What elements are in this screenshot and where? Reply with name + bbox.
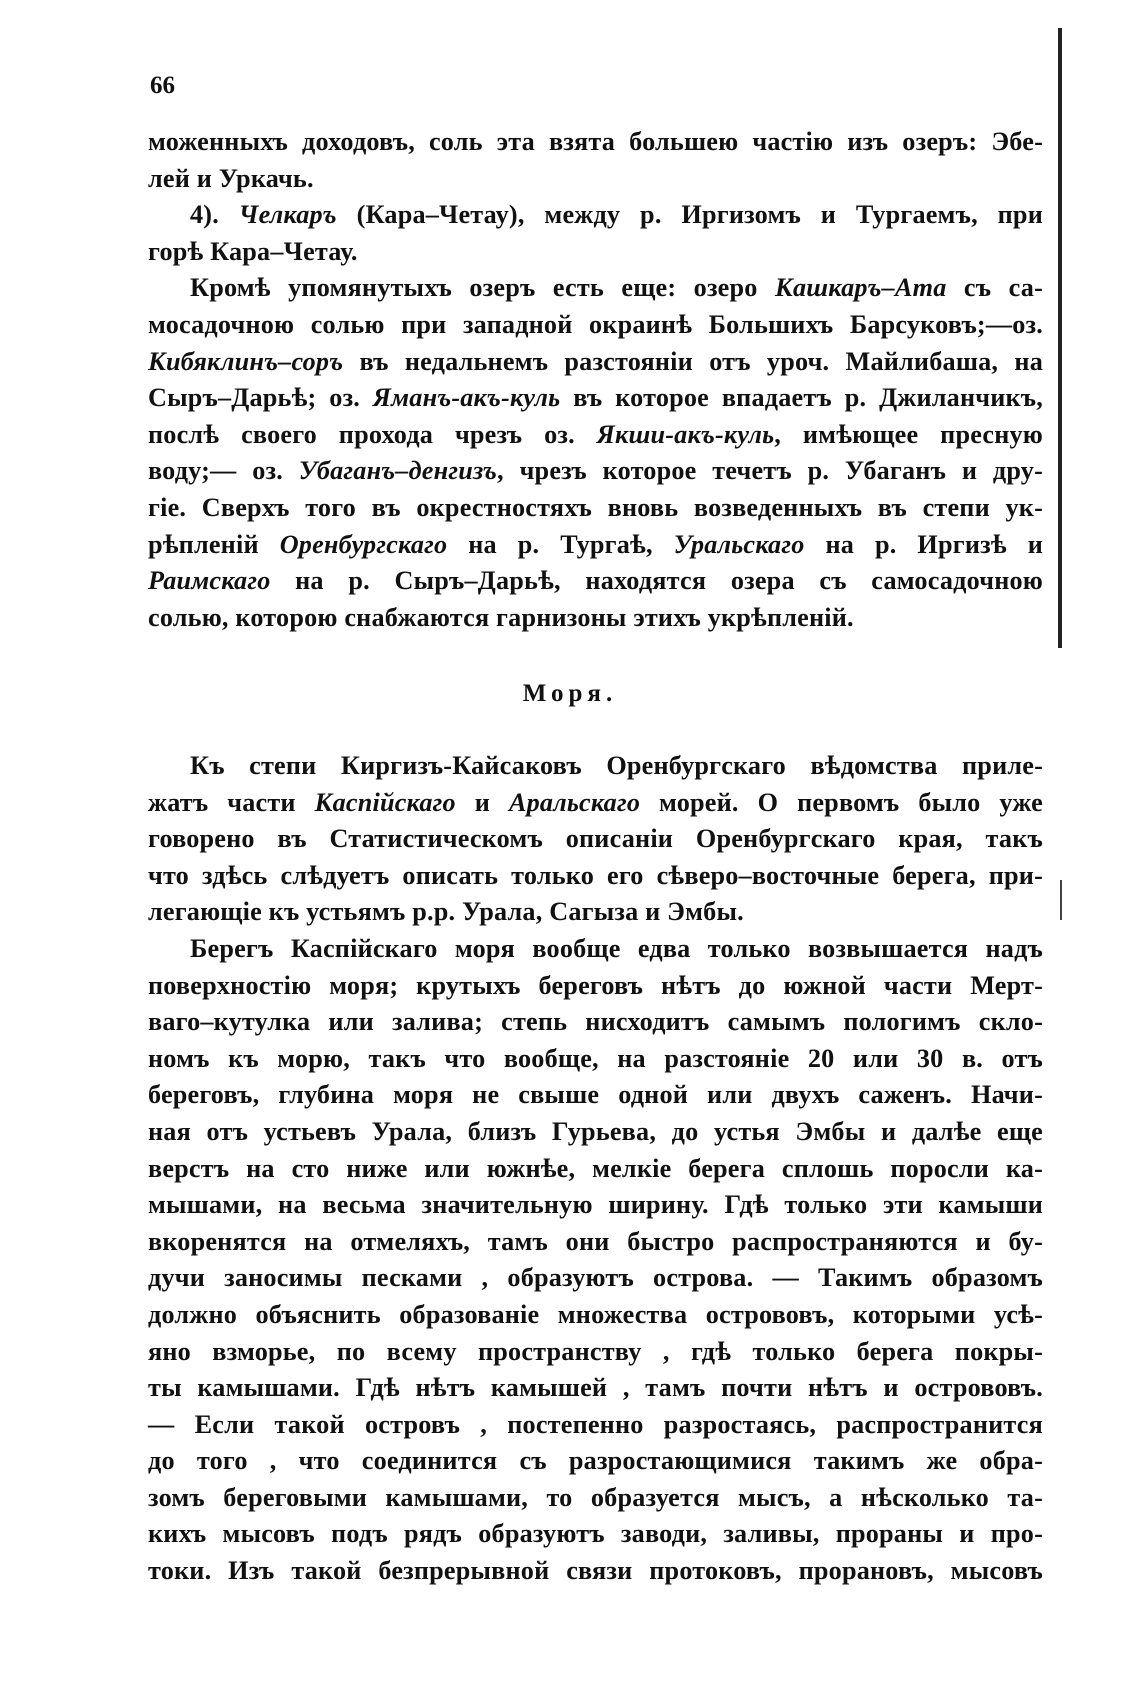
text-line bbox=[148, 270, 1043, 307]
text-line bbox=[148, 600, 1043, 637]
text-line bbox=[148, 124, 1043, 161]
text-line bbox=[148, 1151, 1043, 1188]
italic-place-name: Каспійскаго bbox=[314, 787, 456, 817]
text-run: ты камышами. Гдѣ нѣтъ камышей , тамъ почти нѣтъ и острововъ. bbox=[148, 1373, 1043, 1403]
text-line bbox=[148, 344, 1043, 381]
text-run: зомъ береговыми камышами, то образуется мысъ, а нѣсколько та- bbox=[148, 1482, 1043, 1512]
text-run: говорено въ Статистическомъ описаніи Оренбургскаго края, такъ bbox=[148, 824, 1043, 854]
text-run: ваго–кутулка или залива; степь нисходитъ самымъ пологимъ скло- bbox=[148, 1007, 1043, 1037]
text-run: дучи заносимы песками , образуютъ острова. — Такимъ образомъ bbox=[148, 1263, 1043, 1293]
text-line bbox=[148, 563, 1043, 600]
text-line bbox=[148, 931, 1043, 968]
text-line bbox=[148, 968, 1043, 1005]
text-run: 4). bbox=[190, 200, 239, 230]
text-run: береговъ, глубина моря не свыше одной или двухъ саженъ. Начи- bbox=[148, 1080, 1043, 1110]
text-line bbox=[148, 234, 1043, 271]
text-run: лей и Уркачь. bbox=[148, 163, 314, 193]
text-line bbox=[148, 1260, 1043, 1297]
section-heading: Моря. bbox=[522, 680, 618, 707]
text-run: Берегъ Каспійскаго моря вообще едва только возвышается надъ bbox=[190, 933, 1043, 963]
italic-place-name: Якши-акъ-куль bbox=[596, 419, 775, 449]
text-line bbox=[148, 1443, 1043, 1480]
text-run: на р. Тургаѣ, bbox=[447, 529, 674, 559]
text-line bbox=[148, 1334, 1043, 1371]
text-line bbox=[148, 1370, 1043, 1407]
text-line bbox=[148, 821, 1043, 858]
text-run: — Если такой островъ , постепенно разростаясь, распространится bbox=[148, 1409, 1043, 1439]
text-run: Сыръ–Дарьѣ; оз. bbox=[148, 383, 373, 413]
text-run: токи. Изъ такой безпрерывной связи протоковъ, прорановъ, мысовъ bbox=[148, 1556, 1043, 1586]
text-run: поверхностію моря; крутыхъ береговъ нѣтъ до южной части Мерт- bbox=[148, 970, 1043, 1000]
text-run: что здѣсь слѣдуетъ описать только его сѣверо–восточные берега, при- bbox=[148, 860, 1043, 890]
text-line bbox=[148, 380, 1043, 417]
text-line bbox=[148, 1004, 1043, 1041]
text-run: на р. Сыръ–Дарьѣ, находятся озера съ самосадочною bbox=[270, 566, 1043, 596]
text-run: яно взморье, по всему пространству , гдѣ только берега покры- bbox=[148, 1336, 1043, 1366]
text-run: вкоренятся на отмеляхъ, тамъ они быстро распространяются и бу- bbox=[148, 1226, 1043, 1256]
text-run: мышами, на весьма значительную ширину. Гдѣ только эти камыши bbox=[148, 1190, 1043, 1220]
text-run: на р. Иргизѣ и bbox=[804, 529, 1043, 559]
text-line bbox=[148, 1041, 1043, 1078]
text-run: жатъ части bbox=[148, 787, 315, 817]
text-block-seas bbox=[148, 748, 1043, 1590]
text-run: гіе. Сверхъ того въ окрестностяхъ вновь возведенныхъ въ степи ук- bbox=[148, 492, 1043, 522]
text-run: въ которое впадаетъ р. Джиланчикъ, bbox=[560, 383, 1044, 413]
text-line bbox=[148, 307, 1043, 344]
text-run: послѣ своего прохода чрезъ оз. bbox=[148, 419, 597, 449]
text-run: верстъ на сто ниже или южнѣе, мелкіе берега сплошь поросли ка- bbox=[148, 1153, 1043, 1183]
text-line bbox=[148, 894, 1043, 931]
text-run: (Кара–Четау), между р. Иргизомъ и Тургаемъ, при bbox=[336, 200, 1043, 230]
text-line bbox=[148, 1407, 1043, 1444]
italic-place-name: Уральскаго bbox=[673, 529, 805, 559]
text-run: до того , что соединится съ разростающимися такимъ же обра- bbox=[148, 1446, 1043, 1476]
italic-place-name: Убаганъ–денгизъ bbox=[298, 456, 498, 486]
text-run: съ са- bbox=[946, 273, 1043, 303]
text-run: , имѣющее пресную bbox=[774, 419, 1043, 449]
text-line bbox=[148, 417, 1043, 454]
text-line bbox=[148, 1187, 1043, 1224]
italic-place-name: Кашкаръ–Ата bbox=[775, 273, 947, 303]
text-run: и bbox=[455, 787, 509, 817]
text-line bbox=[148, 197, 1043, 234]
text-run: горѣ Кара–Четау. bbox=[148, 236, 358, 266]
page-number: 66 bbox=[150, 72, 175, 99]
text-line bbox=[148, 453, 1043, 490]
italic-place-name: Раимскаго bbox=[148, 566, 271, 596]
text-run: должно объяснить образованіе множества острововъ, которыми усѣ- bbox=[148, 1299, 1043, 1329]
text-run: Къ степи Киргизъ-Кайсаковъ Оренбургскаго вѣдомства приле- bbox=[190, 751, 1043, 780]
text-line bbox=[148, 161, 1043, 198]
text-run: легающіе къ устьямъ р.р. Урала, Сагыза и Эмбы. bbox=[148, 897, 744, 927]
text-run: кихъ мысовъ подъ рядъ образуютъ заводи, заливы, прораны и про- bbox=[148, 1519, 1043, 1549]
binding-edge-rule bbox=[1058, 28, 1062, 648]
text-line bbox=[148, 748, 1043, 785]
text-line bbox=[148, 1480, 1043, 1517]
text-run: моженныхъ доходовъ, соль эта взята большею частію изъ озеръ: Эбе- bbox=[148, 127, 1043, 156]
italic-place-name: Яманъ-акъ-куль bbox=[372, 383, 561, 413]
text-line bbox=[148, 1114, 1043, 1151]
text-run: ная отъ устьевъ Урала, близъ Гурьева, до устья Эмбы и далѣе еще bbox=[148, 1116, 1043, 1146]
text-block-lakes bbox=[148, 124, 1043, 636]
text-line bbox=[148, 490, 1043, 527]
text-run: солью, которою снабжаются гарнизоны этихъ укрѣпленій. bbox=[148, 602, 854, 632]
text-run: номъ къ морю, такъ что вообще, на разстояніе 20 или 30 в. отъ bbox=[148, 1043, 1043, 1073]
italic-place-name: Кибяклинъ–соръ bbox=[148, 346, 344, 376]
text-run: въ недальнемъ разстояніи отъ уроч. Майлибаша, на bbox=[343, 346, 1043, 376]
text-line bbox=[148, 1553, 1043, 1590]
text-run: морей. О первомъ было уже bbox=[640, 787, 1043, 817]
text-line bbox=[148, 1516, 1043, 1553]
text-run: воду;— оз. bbox=[148, 456, 299, 486]
text-line bbox=[148, 858, 1043, 895]
italic-place-name: Челкаръ bbox=[238, 200, 337, 230]
binding-edge-mark bbox=[1060, 880, 1062, 920]
italic-place-name: Аральскаго bbox=[508, 787, 641, 817]
text-run: Кромѣ упомянутыхъ озеръ есть еще: озеро bbox=[190, 273, 775, 303]
text-line bbox=[148, 527, 1043, 564]
text-line bbox=[148, 1224, 1043, 1261]
text-run: рѣпленій bbox=[148, 529, 280, 559]
text-line bbox=[148, 1297, 1043, 1334]
text-line bbox=[148, 785, 1043, 822]
text-line bbox=[148, 1077, 1043, 1114]
text-run: мосадочною солью при западной окраинѣ Большихъ Барсуковъ;—оз. bbox=[148, 309, 1043, 339]
italic-place-name: Оренбургскаго bbox=[279, 529, 448, 559]
text-run: , чрезъ которое течетъ р. Убаганъ и дру- bbox=[497, 456, 1043, 486]
